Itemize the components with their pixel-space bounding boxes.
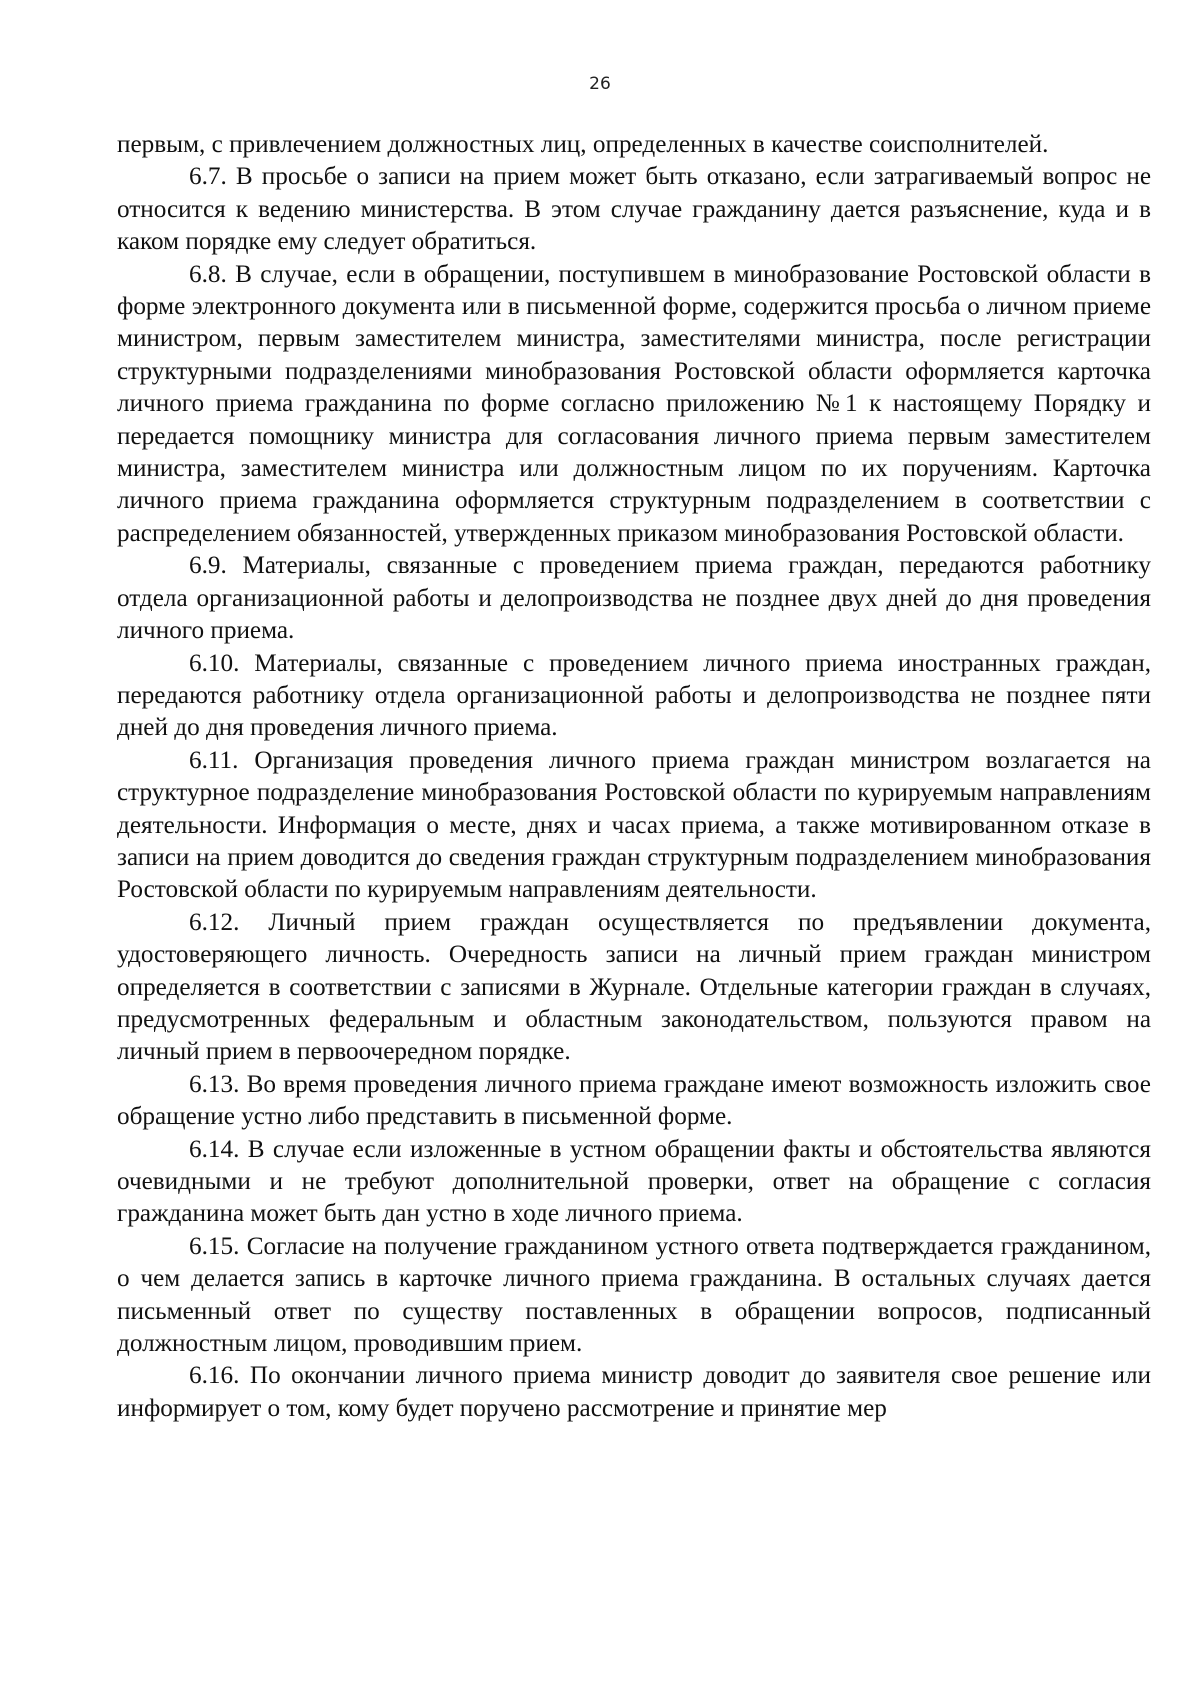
page-number: 26 <box>589 74 611 94</box>
paragraph-6-8: 6.8. В случае, если в обращении, поступившем в минобразование Ростовской области в форме электронного документа или в письменной форме, содержится просьба о личном приеме министром, первым заместителем министра, заместителями министра, после регистрации структурными подразделениями минобразования Ростовской области оформляется карточка личного приема гражданина по форме согласно приложению №1 к настоящему Порядку и передается помощнику министра для согласования личного приема первым заместителем министра, заместителем министра или должностным лицом по их поручениям. Карточка личного приема гражданина оформляется структурным подразделением в соответствии с распределением обязанностей, утвержденных приказом минобразования Ростовской области. <box>117 260 1151 547</box>
paragraph-6-13: 6.13. Во время проведения личного приема граждане имеют возможность изложить свое обращение устно либо представить в письменной форме. <box>117 1070 1151 1131</box>
paragraph-6-16: 6.16. По окончании личного приема министр доводит до заявителя свое решение или информирует о том, кому будет поручено рассмотрение и принятие мер <box>117 1362 1151 1422</box>
paragraph-6-14: 6.14. В случае если изложенные в устном обращении факты и обстоятельства являются очевидными и не требуют дополнительной проверки, ответ на обращение с согласия гражданина может быть дан устно в ходе личного приема. <box>117 1135 1151 1228</box>
paragraph-6-10: 6.10. Материалы, связанные с проведением личного приема иностранных граждан, передаются работнику отдела организационной работы и делопроизводства не позднее пяти дней до дня проведения личного приема. <box>117 649 1151 742</box>
paragraph-6-11: 6.11. Организация проведения личного приема граждан министром возлагается на структурное подразделение минобразования Ростовской области по курируемым направлениям деятельности. Информация о месте, днях и часах приема, а также мотивированном отказе в записи на прием доводится до сведения граждан структурным подразделением минобразования Ростовской области по курируемым направлениям деятельности. <box>117 746 1151 904</box>
paragraph-continuation: первым, с привлечением должностных лиц, определенных в качестве соисполнителей. <box>117 131 1049 158</box>
paragraph-6-9: 6.9. Материалы, связанные с проведением приема граждан, передаются работнику отдела организационной работы и делопроизводства не позднее двух дней до дня проведения личного приема. <box>117 552 1151 645</box>
paragraph-6-12: 6.12. Личный прием граждан осуществляется по предъявлении документа, удостоверяющего личность. Очередность записи на личный прием граждан министром определяется в соответствии с записями в Журнале. Отдельные категории граждан в случаях, предусмотренных федеральным и областным законодательством, пользуются правом на личный прием в первоочередном порядке. <box>117 908 1151 1066</box>
paragraph-6-7: 6.7. В просьбе о записи на прием может быть отказано, если затрагиваемый вопрос не относится к ведению министерства. В этом случае гражданину дается разъяснение, куда и в каком порядке ему следует обратиться. <box>117 163 1151 256</box>
document-body <box>117 129 1151 1425</box>
paragraph-6-15: 6.15. Согласие на получение гражданином устного ответа подтверждается гражданином, о чем делается запись в карточке личного приема гражданина. В остальных случаях дается письменный ответ по существу поставленных в обращении вопросов, подписанный должностным лицом, проводившим прием. <box>117 1232 1151 1358</box>
